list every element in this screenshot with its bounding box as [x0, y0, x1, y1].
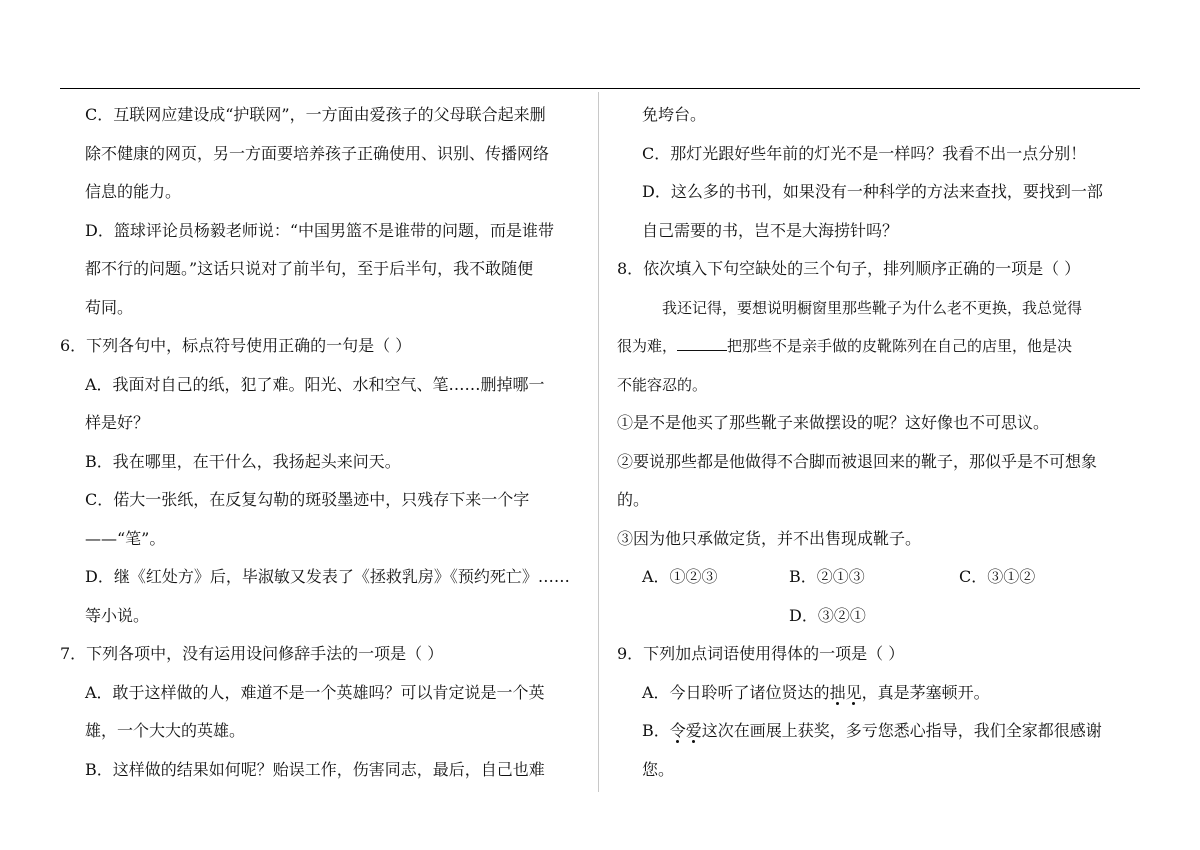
q9-option-text: 这次在画展上获奖，多亏您悉心指导，我们全家都很感谢 — [701, 721, 1102, 740]
q8-option-a: A．①②③ — [642, 567, 718, 586]
q8-option-d: D．③②① — [789, 605, 866, 625]
q7-option-d-line: 自己需要的书，岂不是大海捞针吗？ — [642, 220, 899, 240]
q6-option-a-line: 样是好？ — [85, 413, 150, 432]
q7-option-b-line: 免垮台。 — [642, 105, 707, 124]
emphasis-dotted-char: 爱 — [685, 721, 702, 740]
q5-option-d-line: D．篮球评论员杨毅老师说：“中国男篮不是谁带的问题，而是谁带 — [85, 220, 555, 240]
column-divider — [598, 92, 599, 792]
q9-option-text: ，真是茅塞顿开。 — [861, 682, 990, 702]
q5-option-c-line: 信息的能力。 — [85, 182, 182, 201]
q8-passage-text: 很为难， — [617, 337, 678, 355]
q6-option-d-line: 等小说。 — [85, 605, 150, 625]
q9-option-b-line — [617, 712, 1147, 751]
emphasis-dotted-char: 见 — [845, 682, 862, 702]
q6-option-d-line: D．继《红处方》后，毕淑敏又发表了《拯救乳房》《预约死亡》…… — [85, 567, 570, 586]
q6-option-a-line: A．我面对自己的纸，犯了难。阳光、水和空气、笔……删掉哪一 — [85, 374, 545, 394]
q9-option-text: B． — [642, 721, 670, 740]
question-8-stem: 8．依次填入下句空缺处的三个句子，排列顺序正确的一项是（ ） — [617, 259, 1081, 278]
emphasis-dotted-char: 拙 — [829, 682, 846, 702]
q5-option-c-line: C．互联网应建设成“护联网”，一方面由爱孩子的父母联合起来删 — [85, 105, 546, 124]
q9-option-b-line: 您。 — [642, 759, 675, 779]
right-column — [617, 96, 1147, 789]
emphasis-dotted-char: 令 — [669, 721, 686, 740]
question-7-stem: 7．下列各项中，没有运用设问修辞手法的一项是（ ） — [60, 644, 444, 663]
q7-option-c: C．那灯光跟好些年前的灯光不是一样吗？我看不出一点分别！ — [642, 143, 1087, 163]
q8-passage-line — [617, 327, 1147, 366]
q8-passage-text: 把那些不是亲手做的皮靴陈列在自己的店里，他是决 — [727, 337, 1073, 355]
q8-option-c: C．③①② — [959, 567, 1036, 586]
q8-option-b: B．②①③ — [789, 567, 865, 586]
q5-option-c-line: 除不健康的网页，另一方面要培养孩子正确使用、识别、传播网络 — [85, 143, 550, 163]
answer-blank — [677, 332, 727, 351]
q8-passage-line: 我还记得，要想说明橱窗里那些靴子为什么老不更换，我总觉得 — [662, 298, 1083, 317]
q5-option-d-line: 苟同。 — [85, 297, 134, 317]
header-rule — [60, 88, 1140, 89]
q9-option-text: A．今日聆听了诸位贤达的 — [642, 682, 830, 702]
q6-option-c-line: ——“笔”。 — [85, 528, 166, 548]
q7-option-a-line: 雄，一个大大的英雄。 — [85, 721, 246, 740]
q8-options-row — [617, 558, 1147, 597]
q8-options-row — [617, 597, 1147, 636]
q8-passage-line: 不能容忍的。 — [617, 375, 708, 394]
question-6-stem: 6．下列各句中，标点符号使用正确的一句是（ ） — [60, 336, 412, 355]
question-9-stem: 9．下列加点词语使用得体的一项是（ ） — [617, 644, 905, 663]
q8-sentence-2-line: ②要说那些都是他做得不合脚而被退回来的靴子，那似乎是不可想象 — [617, 451, 1098, 471]
q7-option-b-line: B．这样做的结果如何呢？贻误工作，伤害同志，最后，自己也难 — [85, 759, 545, 779]
q7-option-a-line: A．敢于这样做的人，难道不是一个英雄吗？可以肯定说是一个英 — [85, 682, 545, 702]
q5-option-d-line: 都不行的问题。”这话只说对了前半句，至于后半句，我不敢随便 — [85, 259, 534, 278]
q7-option-d-line: D．这么多的书刊，如果没有一种科学的方法来查找，要找到一部 — [642, 182, 1103, 201]
q6-option-c-line: C．偌大一张纸，在反复勾勒的斑驳墨迹中，只残存下来一个字 — [85, 490, 530, 509]
q8-sentence-1: ①是不是他买了那些靴子来做摆设的呢？这好像也不可思议。 — [617, 413, 1050, 432]
q8-sentence-3: ③因为他只承做定货，并不出售现成靴子。 — [617, 528, 922, 548]
q6-option-b: B．我在哪里，在干什么，我扬起头来问天。 — [85, 451, 401, 471]
left-column — [60, 96, 585, 789]
q8-sentence-2-line: 的。 — [617, 490, 650, 509]
q9-option-a — [617, 674, 1147, 713]
